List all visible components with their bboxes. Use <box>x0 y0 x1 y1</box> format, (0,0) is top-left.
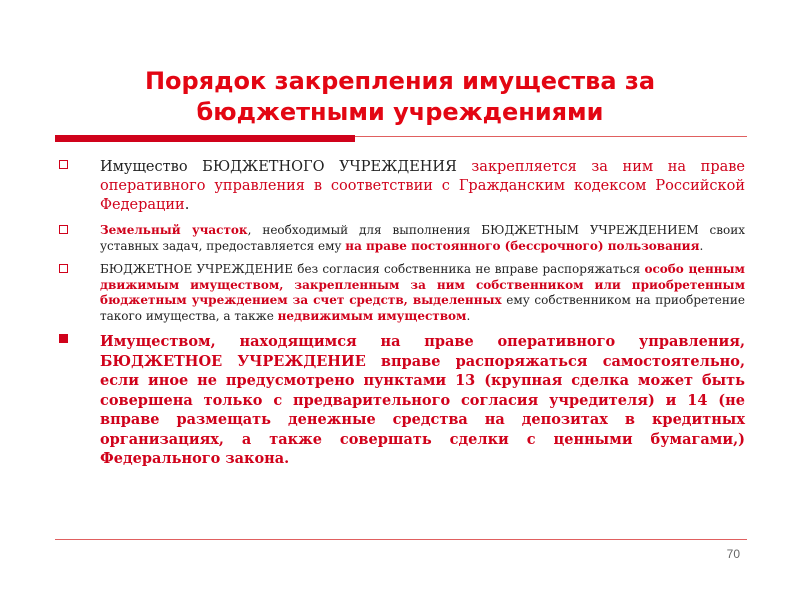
item-highlight: закрепляется за ним на праве оперативного управления в соответствии с Гражданским кодексом Российской Федерации <box>100 159 745 213</box>
list-item <box>55 262 745 324</box>
item-highlight: Земельный участок <box>100 223 248 237</box>
list-item <box>55 158 745 215</box>
square-bullet-icon <box>59 264 68 273</box>
square-bullet-icon <box>59 160 68 169</box>
item-text: . <box>699 238 704 253</box>
item-text: Имущество БЮДЖЕТНОГО УЧРЕЖДЕНИЯ <box>100 159 472 175</box>
bullet-list <box>55 158 745 469</box>
item-highlight: особо ценным движимым имуществом, закрепленным за ним собственником или приобретенным бюджетным учреждением за счет средств, выделенных <box>100 262 745 307</box>
item-text: ему собственником на приобретение такого имущества, а также <box>100 293 745 323</box>
page-number: 70 <box>726 547 740 561</box>
item-text: . <box>466 308 471 323</box>
item-text: , необходимый для выполнения БЮДЖЕТНЫМ УЧРЕЖДЕНИЕМ своих уставных задач, предоставляется ему <box>100 223 745 253</box>
list-item <box>55 223 745 254</box>
filled-square-bullet-icon <box>59 334 68 343</box>
item-highlight: недвижимым имуществом <box>277 308 467 323</box>
square-bullet-icon <box>59 225 68 234</box>
list-item <box>55 332 745 469</box>
title-divider-thick <box>55 135 355 142</box>
item-text: БЮДЖЕТНОЕ УЧРЕЖДЕНИЕ без согласия собственника не вправе распоряжаться <box>100 262 645 276</box>
footer-divider <box>55 539 747 540</box>
item-text: . <box>184 197 190 213</box>
item-highlight: на праве постоянного (бессрочного) пользования <box>345 238 700 253</box>
slide-title: Порядок закрепления имущества за бюджетными учреждениями <box>144 67 656 126</box>
item-highlight: Имуществом, находящимся на праве оперативного управления, БЮДЖЕТНОЕ УЧРЕЖДЕНИЕ вправе распоряжаться самостоятельно, если иное не предусмотрено пунктами 13 (крупная сделка может быть совершена только с предварительного согласия учредителя) и 14 (не вправе размещать денежные средства на депозитах в кредитных организациях, а также совершать сделки с ценными бумагами,) Федерального закона. <box>100 333 745 467</box>
